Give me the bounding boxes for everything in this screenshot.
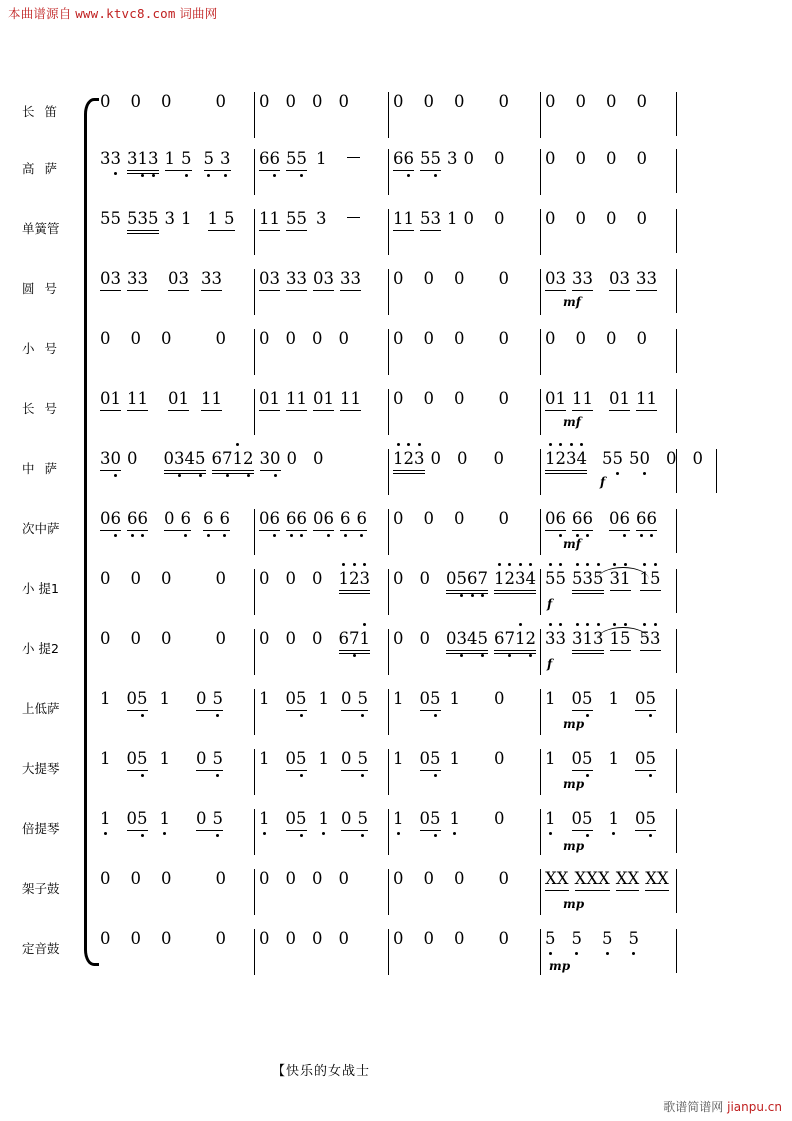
- dynamic-mf: mf: [563, 415, 581, 429]
- measure: 06 66 0 6 6 6: [96, 509, 254, 555]
- staff-tenor-sax: [0, 449, 792, 511]
- dynamic-mp: mp: [549, 959, 571, 973]
- end-barline: [676, 509, 677, 553]
- measure: 30 0 0345 6712 30 0 0: [96, 449, 388, 495]
- dynamic-mp: mp: [563, 839, 585, 853]
- end-barline: [676, 209, 677, 253]
- measure: 06 66 06 66 mf: [540, 509, 676, 555]
- end-barline: [676, 569, 677, 613]
- end-barline: [716, 449, 717, 493]
- measure: 1 05 1 0 5: [254, 809, 388, 855]
- measure: 1 05 1 05 mp: [540, 749, 676, 795]
- staff-trombone: [0, 389, 792, 451]
- measure: 1 05 1 0 5: [96, 689, 254, 735]
- instrument-label: 上低萨: [22, 701, 60, 716]
- measure: 0 0 0 0: [388, 869, 540, 915]
- measure: 0 0 0 0: [388, 329, 540, 375]
- measure: 1 05 1 0 5: [96, 809, 254, 855]
- measure: 0 0 0 0: [388, 92, 540, 138]
- measure: 1 05 1 0: [388, 749, 540, 795]
- instrument-label: 中 萨: [22, 461, 60, 476]
- piece-title: 【快乐的女战士: [272, 1064, 371, 1079]
- staff-violin-1: [0, 569, 792, 631]
- measure-list: [96, 629, 677, 681]
- measure: 0 0 0 0: [100, 329, 226, 348]
- staff-flute: [0, 92, 792, 154]
- measure: XX XXX XX XX mp: [540, 869, 676, 915]
- staff-cello: [0, 749, 792, 811]
- measure: 11 55 3: [254, 209, 388, 255]
- measure-list: [96, 809, 677, 861]
- measure: 55 535 31 15 f: [540, 569, 676, 615]
- measure: 1 05 1 05 mp: [540, 809, 676, 855]
- end-barline: [676, 749, 677, 793]
- dynamic-mp: mp: [563, 777, 585, 791]
- end-barline: [676, 92, 677, 136]
- dynamic-mp: mp: [563, 897, 585, 911]
- measure: 0 0 0 0: [254, 92, 388, 138]
- source-url: www.ktvc8.com: [75, 6, 176, 21]
- measure: 01 11 01 11: [254, 389, 388, 435]
- instrument-label: 倍提琴: [22, 821, 60, 836]
- measure-list: [96, 269, 677, 321]
- measure: 0 0 0 0: [388, 509, 540, 555]
- watermark-site: jianpu.cn: [727, 1100, 782, 1114]
- staff-alto-sax-high: [0, 149, 792, 211]
- instrument-label: 大提琴: [22, 761, 60, 776]
- measure: 03 33 03 33 mf: [540, 269, 676, 315]
- staff-drum-kit: [0, 869, 792, 931]
- instrument-label: 次中萨: [22, 521, 60, 536]
- measure: 0 0 0 671: [254, 629, 388, 675]
- measure: 11 53 1 0 0: [388, 209, 540, 255]
- measure-list: [96, 569, 677, 621]
- instrument-label: 架子鼓: [22, 881, 60, 896]
- instrument-label: 高 萨: [22, 161, 60, 176]
- measure-list: [96, 449, 677, 501]
- measure: 0 0 0 0: [388, 929, 540, 975]
- measure: 03 33 03 33: [254, 269, 388, 315]
- measure: 0 0 0 0: [254, 869, 388, 915]
- end-barline: [676, 629, 677, 673]
- instrument-label: 长 笛: [22, 104, 60, 119]
- source-suffix: 词曲网: [179, 6, 218, 21]
- measure: 33 313 15 53 f: [540, 629, 676, 675]
- measure-list: [96, 329, 677, 381]
- measure-list: [96, 929, 677, 981]
- site-watermark: [663, 1098, 782, 1115]
- measure: 1 05 1 0 5: [254, 689, 388, 735]
- instrument-label: 定音鼓: [22, 941, 60, 956]
- measure: 0 0 0 0: [540, 209, 676, 255]
- measure: 1 05 1 0: [388, 809, 540, 855]
- measure: 0 0 0 0: [388, 389, 540, 435]
- measure: 01 11 01 11: [96, 389, 254, 435]
- measure: 0 0 0567 1234: [388, 569, 540, 615]
- dynamic-mf: mf: [563, 295, 581, 309]
- measure: 55 535 3 1 1 5: [96, 209, 254, 255]
- measure: 01 11 01 11 mf: [540, 389, 676, 435]
- measure: 33 313 1 5 5 3: [96, 149, 254, 195]
- measure-list: [96, 509, 677, 561]
- measure: 0 0 0 0: [254, 929, 388, 975]
- measure-list: [96, 749, 677, 801]
- staff-french-horn: [0, 269, 792, 331]
- end-barline: [676, 389, 677, 433]
- measure: 123 0 0 0: [388, 449, 540, 495]
- instrument-label: 小 号: [22, 341, 60, 356]
- dynamic-mf: mf: [563, 537, 581, 551]
- instrument-label: 长 号: [22, 401, 60, 416]
- measure-list: [96, 209, 677, 261]
- measure: 0 0 0 0: [540, 329, 676, 375]
- measure: 5 5 5 5 mp: [540, 929, 676, 975]
- measure-list: [96, 149, 677, 201]
- measure: 66 55 1: [254, 149, 388, 195]
- measure-list-tail: [598, 449, 717, 501]
- score-system: [0, 92, 792, 972]
- staff-timpani: [0, 929, 792, 991]
- source-line: [8, 4, 217, 22]
- dynamic-f: f: [547, 657, 553, 671]
- measure: 0 0 0 0: [540, 92, 676, 138]
- measure: 1 05 1 0 5: [254, 749, 388, 795]
- staff-clarinet: [0, 209, 792, 271]
- instrument-label: 小 提1: [22, 581, 59, 596]
- measure: 0 0 0 0: [100, 629, 226, 648]
- instrument-label: 圆 号: [22, 281, 60, 296]
- measure: 0 0 0 0: [100, 92, 226, 111]
- end-barline: [676, 869, 677, 913]
- end-barline: [676, 269, 677, 313]
- measure: 55 50 0 0 f: [600, 449, 703, 489]
- measure: 1 05 1 0: [388, 689, 540, 735]
- measure-list: [96, 689, 677, 741]
- measure-list: [96, 389, 677, 441]
- measure: 1 05 1 0 5: [96, 749, 254, 795]
- measure: 0 0 0 0: [100, 929, 226, 948]
- measure: 03 33 03 33: [96, 269, 254, 315]
- measure-list: [96, 92, 677, 144]
- measure: 1234: [540, 449, 676, 495]
- instrument-label: 单簧管: [22, 221, 60, 236]
- dynamic-f: f: [600, 475, 606, 489]
- staff-violin-2: [0, 629, 792, 691]
- end-barline: [676, 929, 677, 973]
- measure: 0 0 0 0: [100, 869, 226, 888]
- end-barline: [676, 689, 677, 733]
- end-barline: [676, 329, 677, 373]
- dynamic-mp: mp: [563, 717, 585, 731]
- staff-double-bass: [0, 809, 792, 871]
- staff-upper-bass-sax: [0, 689, 792, 751]
- measure: 0 0 0 0: [254, 329, 388, 375]
- measure: 0 0 0 123: [254, 569, 388, 615]
- watermark-cn: 歌谱简谱网: [663, 1100, 724, 1114]
- instrument-label: 小 提2: [22, 641, 59, 656]
- end-barline: [676, 809, 677, 853]
- measure: 06 66 06 6 6: [254, 509, 388, 555]
- staff-trumpet: [0, 329, 792, 391]
- measure: 0 0 0 0: [100, 569, 226, 588]
- staff-baritone-sax: [0, 509, 792, 571]
- end-barline: [676, 149, 677, 193]
- measure: 1 05 1 05 mp: [540, 689, 676, 735]
- measure: 66 55 3 0 0: [388, 149, 540, 195]
- measure: 0 0 0 0: [540, 149, 676, 195]
- source-prefix: 本曲谱源自: [8, 6, 72, 21]
- measure-list: [96, 869, 677, 921]
- measure: 0 0 0 0: [388, 269, 540, 315]
- measure: 0 0 0345 6712: [388, 629, 540, 675]
- dynamic-f: f: [547, 597, 553, 611]
